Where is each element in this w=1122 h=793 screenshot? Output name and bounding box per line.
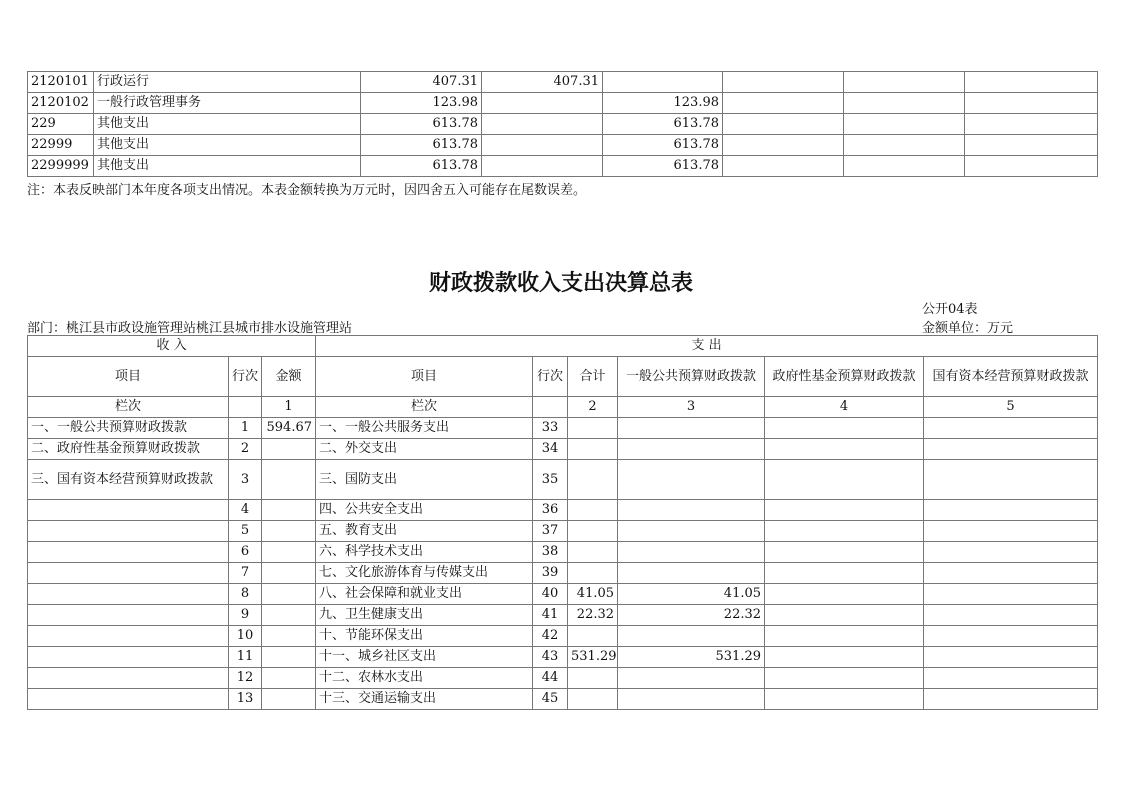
- table-row: [28, 500, 1098, 521]
- table-row: [28, 114, 1098, 135]
- cell-basic: [482, 135, 603, 156]
- cell-total: 613.78: [361, 156, 482, 177]
- table-row: [28, 460, 1098, 500]
- cell-name: 行政运行: [94, 72, 361, 93]
- cell-in-rowno: 13: [229, 689, 262, 710]
- cell-blank: [965, 72, 1098, 93]
- cell-ex-rowno: 41: [533, 605, 568, 626]
- cell-blank: [965, 135, 1098, 156]
- cell-fund: [765, 439, 924, 460]
- cell-general: [618, 439, 765, 460]
- cell-total: [568, 460, 618, 500]
- cell-ex-item: 十、节能环保支出: [316, 626, 533, 647]
- cell-project: 613.78: [603, 135, 723, 156]
- col-number-5: 5: [924, 397, 1098, 418]
- cell-in-rowno: 12: [229, 668, 262, 689]
- table-row: [28, 626, 1098, 647]
- cell-ex-rowno: 37: [533, 521, 568, 542]
- cell-in-amount: [262, 563, 316, 584]
- form-number: 公开04表: [922, 302, 978, 317]
- cell-basic: [482, 156, 603, 177]
- cell-fund: [765, 689, 924, 710]
- header-fund: 政府性基金预算财政拨款: [765, 357, 924, 397]
- cell-in-amount: 594.67: [262, 418, 316, 439]
- cell-general: 22.32: [618, 605, 765, 626]
- cell-in-rowno: 3: [229, 460, 262, 500]
- cell-general: 531.29: [618, 647, 765, 668]
- col-label-in: 栏次: [28, 397, 229, 418]
- cell-total: [568, 500, 618, 521]
- cell-code: 2299999: [28, 156, 94, 177]
- cell-state: [924, 418, 1098, 439]
- cell-name: 其他支出: [94, 114, 361, 135]
- table-row: [28, 542, 1098, 563]
- cell-total: 407.31: [361, 72, 482, 93]
- col-number-2: 2: [568, 397, 618, 418]
- col-number-4: 4: [765, 397, 924, 418]
- col-label-ex: 栏次: [316, 397, 533, 418]
- cell-in-amount: [262, 668, 316, 689]
- header-row-3: [28, 397, 1098, 418]
- cell-general: [618, 563, 765, 584]
- cell-project: 613.78: [603, 114, 723, 135]
- cell-blank: [844, 114, 965, 135]
- cell-fund: [765, 647, 924, 668]
- cell-fund: [765, 626, 924, 647]
- cell-fund: [765, 460, 924, 500]
- cell-in-item: 三、国有资本经营预算财政拨款: [28, 460, 229, 500]
- table-row: [28, 156, 1098, 177]
- header-state: 国有资本经营预算财政拨款: [924, 357, 1098, 397]
- header-income: 收 入: [28, 336, 316, 357]
- cell-general: [618, 668, 765, 689]
- cell-project: 613.78: [603, 156, 723, 177]
- col-label-blank: [229, 397, 262, 418]
- cell-in-item: [28, 584, 229, 605]
- cell-state: [924, 626, 1098, 647]
- table-row: [28, 668, 1098, 689]
- cell-in-rowno: 10: [229, 626, 262, 647]
- cell-ex-item: 十一、城乡社区支出: [316, 647, 533, 668]
- cell-ex-item: 六、科学技术支出: [316, 542, 533, 563]
- cell-in-rowno: 5: [229, 521, 262, 542]
- table-row: [28, 647, 1098, 668]
- cell-fund: [765, 418, 924, 439]
- cell-ex-item: 七、文化旅游体育与传媒支出: [316, 563, 533, 584]
- cell-in-rowno: 1: [229, 418, 262, 439]
- table-row: [28, 563, 1098, 584]
- header-row-1: [28, 336, 1098, 357]
- cell-code: 22999: [28, 135, 94, 156]
- cell-general: [618, 418, 765, 439]
- fiscal-summary-table: [27, 335, 1098, 710]
- cell-fund: [765, 542, 924, 563]
- table-row: [28, 439, 1098, 460]
- col-number-1: 1: [262, 397, 316, 418]
- cell-blank: [844, 93, 965, 114]
- header-ex-item: 项目: [316, 357, 533, 397]
- cell-ex-rowno: 34: [533, 439, 568, 460]
- cell-ex-rowno: 40: [533, 584, 568, 605]
- cell-blank: [723, 135, 844, 156]
- cell-name: 一般行政管理事务: [94, 93, 361, 114]
- cell-in-rowno: 4: [229, 500, 262, 521]
- header-in-item: 项目: [28, 357, 229, 397]
- table-note: 注：本表反映部门本年度各项支出情况。本表金额转换为万元时，因四舍五入可能存在尾数误差。: [27, 183, 587, 198]
- cell-in-item: [28, 647, 229, 668]
- cell-in-rowno: 6: [229, 542, 262, 563]
- cell-blank: [965, 114, 1098, 135]
- cell-fund: [765, 500, 924, 521]
- cell-state: [924, 689, 1098, 710]
- cell-in-amount: [262, 500, 316, 521]
- cell-in-item: [28, 605, 229, 626]
- cell-in-rowno: 2: [229, 439, 262, 460]
- cell-total: 22.32: [568, 605, 618, 626]
- cell-in-amount: [262, 647, 316, 668]
- cell-in-item: [28, 521, 229, 542]
- cell-fund: [765, 605, 924, 626]
- expense-detail-table: [27, 71, 1098, 177]
- cell-state: [924, 542, 1098, 563]
- cell-blank: [844, 72, 965, 93]
- cell-total: [568, 439, 618, 460]
- cell-total: [568, 418, 618, 439]
- table-row: [28, 521, 1098, 542]
- cell-ex-rowno: 33: [533, 418, 568, 439]
- cell-general: [618, 521, 765, 542]
- table-row: [28, 689, 1098, 710]
- cell-in-amount: [262, 439, 316, 460]
- cell-state: [924, 584, 1098, 605]
- cell-total: [568, 689, 618, 710]
- cell-fund: [765, 563, 924, 584]
- cell-state: [924, 605, 1098, 626]
- header-general: 一般公共预算财政拨款: [618, 357, 765, 397]
- table-row: [28, 135, 1098, 156]
- cell-in-item: [28, 563, 229, 584]
- cell-state: [924, 439, 1098, 460]
- cell-state: [924, 500, 1098, 521]
- cell-ex-rowno: 36: [533, 500, 568, 521]
- cell-in-rowno: 7: [229, 563, 262, 584]
- cell-general: [618, 626, 765, 647]
- cell-in-amount: [262, 689, 316, 710]
- cell-blank: [965, 93, 1098, 114]
- cell-total: 531.29: [568, 647, 618, 668]
- header-in-rowno: 行次: [229, 357, 262, 397]
- page-title: 财政拨款收入支出决算总表: [428, 271, 693, 296]
- cell-ex-item: 一、一般公共服务支出: [316, 418, 533, 439]
- cell-total: 613.78: [361, 135, 482, 156]
- cell-total: [568, 542, 618, 563]
- amount-unit: 金额单位：万元: [922, 321, 1014, 336]
- cell-basic: [482, 93, 603, 114]
- cell-general: [618, 500, 765, 521]
- cell-state: [924, 647, 1098, 668]
- cell-general: 41.05: [618, 584, 765, 605]
- cell-basic: [482, 114, 603, 135]
- cell-blank: [723, 72, 844, 93]
- cell-name: 其他支出: [94, 135, 361, 156]
- cell-in-amount: [262, 542, 316, 563]
- cell-ex-item: 九、卫生健康支出: [316, 605, 533, 626]
- cell-ex-item: 五、教育支出: [316, 521, 533, 542]
- cell-general: [618, 689, 765, 710]
- header-row-2: [28, 357, 1098, 397]
- cell-ex-rowno: 42: [533, 626, 568, 647]
- cell-name: 其他支出: [94, 156, 361, 177]
- cell-fund: [765, 584, 924, 605]
- cell-in-amount: [262, 460, 316, 500]
- cell-ex-rowno: 45: [533, 689, 568, 710]
- cell-fund: [765, 521, 924, 542]
- cell-in-amount: [262, 605, 316, 626]
- table-row: [28, 605, 1098, 626]
- cell-total: 41.05: [568, 584, 618, 605]
- cell-in-amount: [262, 626, 316, 647]
- cell-code: 2120101: [28, 72, 94, 93]
- header-in-amount: 金额: [262, 357, 316, 397]
- table-row: [28, 72, 1098, 93]
- cell-code: 2120102: [28, 93, 94, 114]
- cell-ex-item: 三、国防支出: [316, 460, 533, 500]
- cell-total: [568, 521, 618, 542]
- cell-blank: [723, 93, 844, 114]
- cell-in-item: [28, 500, 229, 521]
- cell-blank: [965, 156, 1098, 177]
- cell-ex-rowno: 39: [533, 563, 568, 584]
- cell-state: [924, 668, 1098, 689]
- cell-fund: [765, 668, 924, 689]
- cell-in-item: [28, 668, 229, 689]
- cell-in-rowno: 8: [229, 584, 262, 605]
- cell-total: [568, 668, 618, 689]
- table-row: [28, 93, 1098, 114]
- cell-in-item: 一、一般公共预算财政拨款: [28, 418, 229, 439]
- cell-ex-item: 十二、农林水支出: [316, 668, 533, 689]
- cell-general: [618, 460, 765, 500]
- cell-state: [924, 521, 1098, 542]
- cell-in-item: [28, 689, 229, 710]
- table-row: [28, 418, 1098, 439]
- cell-total: [568, 563, 618, 584]
- cell-code: 229: [28, 114, 94, 135]
- cell-in-item: [28, 626, 229, 647]
- header-total: 合计: [568, 357, 618, 397]
- col-number-3: 3: [618, 397, 765, 418]
- cell-in-item: [28, 542, 229, 563]
- cell-blank: [844, 156, 965, 177]
- cell-ex-rowno: 43: [533, 647, 568, 668]
- cell-ex-item: 二、外交支出: [316, 439, 533, 460]
- cell-basic: 407.31: [482, 72, 603, 93]
- table-row: [28, 584, 1098, 605]
- cell-state: [924, 460, 1098, 500]
- cell-in-item: 二、政府性基金预算财政拨款: [28, 439, 229, 460]
- cell-blank: [723, 156, 844, 177]
- cell-project: [603, 72, 723, 93]
- cell-ex-rowno: 38: [533, 542, 568, 563]
- cell-total: 123.98: [361, 93, 482, 114]
- cell-ex-item: 四、公共安全支出: [316, 500, 533, 521]
- cell-ex-rowno: 35: [533, 460, 568, 500]
- cell-in-amount: [262, 584, 316, 605]
- cell-project: 123.98: [603, 93, 723, 114]
- cell-ex-item: 八、社会保障和就业支出: [316, 584, 533, 605]
- cell-ex-rowno: 44: [533, 668, 568, 689]
- cell-state: [924, 563, 1098, 584]
- cell-general: [618, 542, 765, 563]
- cell-ex-item: 十三、交通运输支出: [316, 689, 533, 710]
- cell-in-amount: [262, 521, 316, 542]
- header-expense: 支 出: [316, 336, 1098, 357]
- col-label-blank: [533, 397, 568, 418]
- cell-blank: [723, 114, 844, 135]
- cell-total: 613.78: [361, 114, 482, 135]
- department-label: 部门：桃江县市政设施管理站桃江县城市排水设施管理站: [27, 321, 353, 336]
- cell-blank: [844, 135, 965, 156]
- cell-total: [568, 626, 618, 647]
- header-ex-rowno: 行次: [533, 357, 568, 397]
- cell-in-rowno: 9: [229, 605, 262, 626]
- cell-in-rowno: 11: [229, 647, 262, 668]
